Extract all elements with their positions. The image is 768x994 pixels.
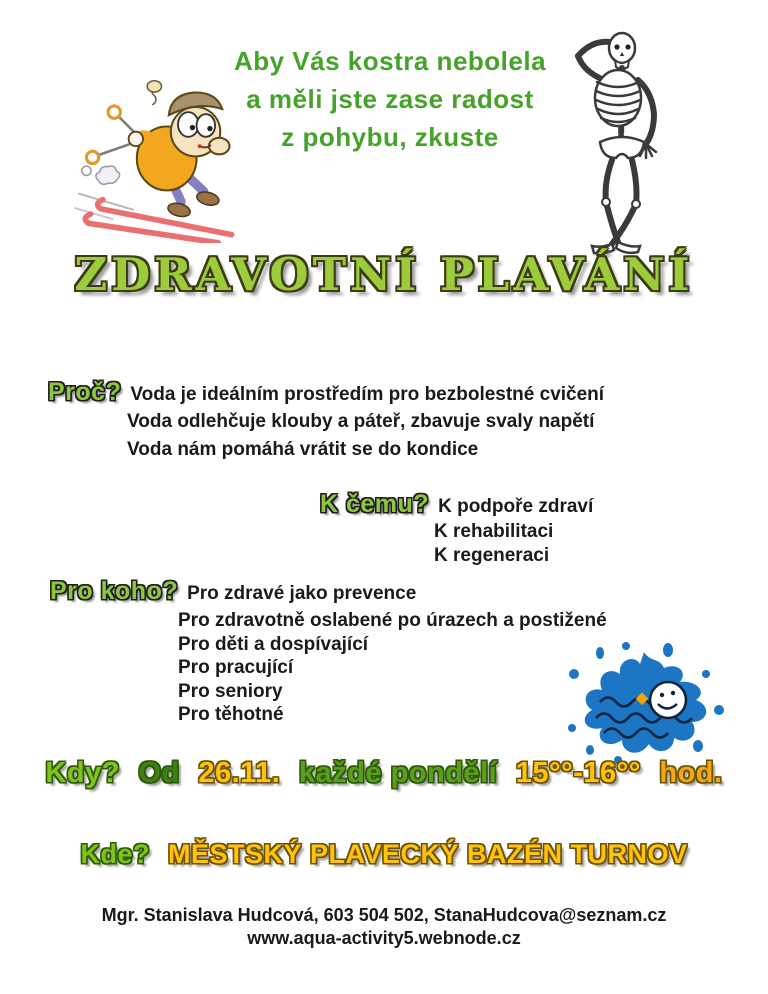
when-date: 26.11. xyxy=(198,757,281,789)
for-whom-line: Pro pracující xyxy=(178,657,294,678)
intro-line-1: Aby Vás kostra nebolela xyxy=(233,46,547,76)
contact-line: Mgr. Stanislava Hudcová, 603 504 502, StanaHudcova@seznam.cz xyxy=(101,905,667,925)
skeleton-icon xyxy=(542,30,700,268)
for-whom-line: Pro děti a dospívající xyxy=(178,633,369,655)
section-what-for xyxy=(320,490,593,519)
what-for-intro: K podpoře zdraví xyxy=(438,496,594,517)
section-what-for-lines xyxy=(434,520,553,568)
section-why xyxy=(48,378,604,407)
why-line: Voda nám pomáhá vrátit se do kondice xyxy=(127,438,479,460)
why-line: Voda odlehčuje klouby a páteř, zbavuje svaly napětí xyxy=(127,411,595,432)
section-why-label: Proč? xyxy=(48,378,122,406)
why-intro: Voda je ideálním prostředím pro bezbolestné cvičení xyxy=(130,384,605,405)
for-whom-intro: Pro zdravé jako prevence xyxy=(187,583,417,604)
contact-website: www.aqua-activity5.webnode.cz xyxy=(247,928,521,948)
section-for-whom xyxy=(50,577,416,606)
when-od: Od xyxy=(138,757,180,789)
where-venue: MĚSTSKÝ PLAVECKÝ BAZÉN TURNOV xyxy=(167,839,688,869)
when-weekday: každé pondělí xyxy=(298,757,498,789)
contact-block xyxy=(0,904,768,950)
schedule-line xyxy=(0,757,768,790)
what-for-line: K rehabilitaci xyxy=(434,521,554,542)
section-why-lines xyxy=(127,408,594,463)
section-for-whom-lines xyxy=(178,609,607,727)
venue-line xyxy=(0,839,768,870)
for-whom-line: Pro zdravotně oslabené po úrazech a postižené xyxy=(178,610,607,631)
intro-line-2: a měli jste zase radost xyxy=(246,84,534,114)
when-time: 15°°-16°° xyxy=(515,757,641,789)
water-splash-swimmer-icon xyxy=(556,640,734,768)
intro-text xyxy=(205,42,575,156)
when-label: Kdy? xyxy=(45,757,120,789)
where-label: Kde? xyxy=(80,839,150,869)
when-hod: hod. xyxy=(659,757,723,789)
section-what-for-label: K čemu? xyxy=(320,490,430,518)
intro-line-3: z pohybu, zkuste xyxy=(281,122,499,152)
page-title: ZDRAVOTNÍ PLAVÁNÍ xyxy=(74,248,694,301)
what-for-line: K regeneraci xyxy=(434,545,550,566)
for-whom-line: Pro seniory xyxy=(178,680,283,702)
for-whom-line: Pro těhotné xyxy=(178,704,284,725)
section-for-whom-label: Pro koho? xyxy=(50,577,179,605)
